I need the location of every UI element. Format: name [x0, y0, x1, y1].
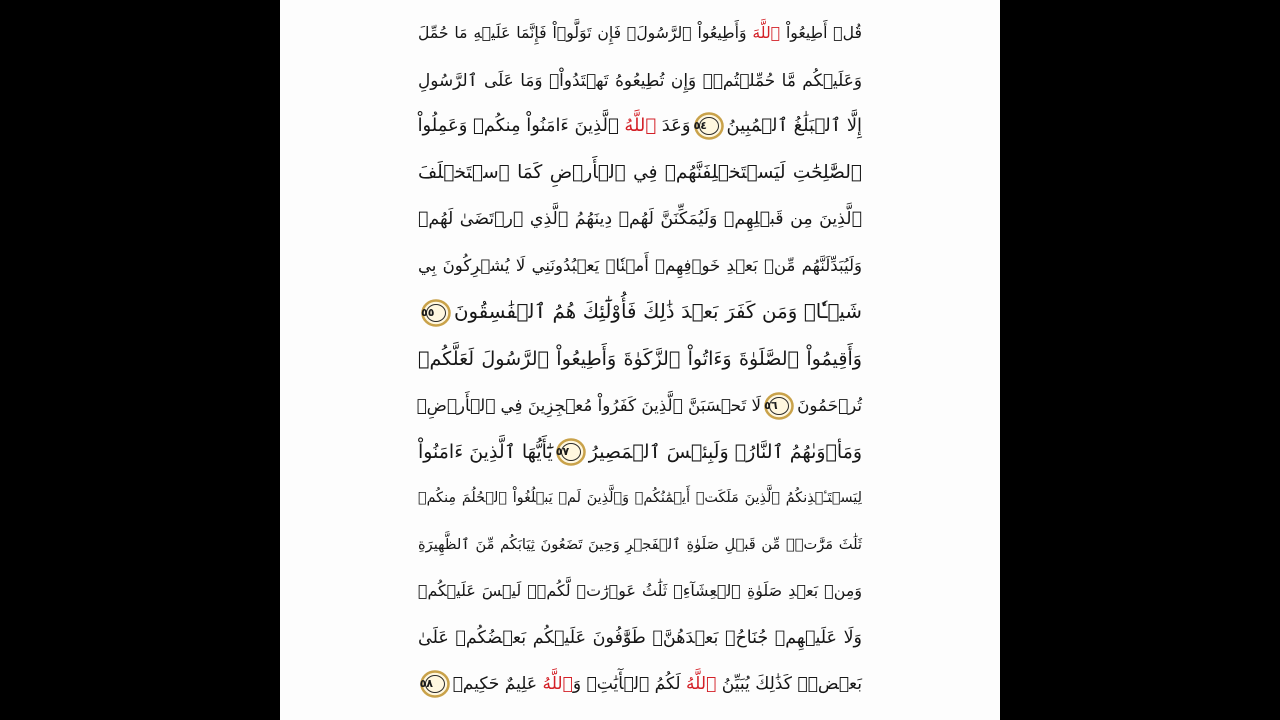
divine-name: ٱللَّهُ — [542, 674, 573, 694]
verse-line — [418, 291, 862, 333]
verse-text: إِلَّا ٱلۡبَلَٰغُ ٱلۡمُبِينُ — [726, 115, 862, 136]
verse-line — [418, 477, 862, 519]
verse-text: تُرۡحَمُونَ — [797, 395, 862, 415]
verse-line — [418, 12, 862, 54]
verse-text: بَعۡضٖۚ كَذَٰلِكَ يُبَيِّنُ — [716, 674, 862, 694]
verse-line — [418, 524, 862, 566]
verse-text: قُلۡ أَطِيعُواْ — [780, 23, 862, 42]
divine-name: ٱللَّهُ — [624, 115, 657, 136]
ayah-number-marker — [421, 299, 451, 327]
divine-name: ٱللَّهُ — [686, 674, 717, 694]
verse-line — [418, 570, 862, 612]
verse-text: عَلِيمٌ حَكِيمٞ — [452, 674, 543, 694]
mushaf-page — [280, 0, 1000, 720]
verse-line — [418, 384, 862, 426]
verse-text: وَأَطِيعُواْ ٱلرَّسُولَۖ فَإِن تَوَلَّوۡاْ فَإِنَّمَا عَلَيۡهِ مَا حُمِّلَ — [418, 23, 753, 42]
quran-text-block — [418, 0, 862, 720]
verse-text: لِيَسۡتَـٔۡذِنكُمُ ٱلَّذِينَ مَلَكَتۡ أَيۡمَٰنُكُمۡ وَٱلَّذِينَ لَمۡ يَبۡلُغُواْ ٱلۡحُلُمَ مِنكُمۡ — [418, 490, 862, 506]
verse-text: وَعَلَيۡكُم مَّا حُمِّلۡتُمۡۖ وَإِن تُطِيعُوهُ تَهۡتَدُواْۚ وَمَا عَلَى ٱلرَّسُولِ — [418, 69, 862, 90]
verse-text: يَٰٓأَيُّهَا ٱلَّذِينَ ءَامَنُواْ — [418, 440, 553, 463]
ayah-number-marker — [764, 392, 794, 420]
verse-text: وَمِنۢ بَعۡدِ صَلَوٰةِ ٱلۡعِشَآءِۚ ثَلَٰثُ عَوۡرَٰتٖ لَّكُمۡۚ لَيۡسَ عَلَيۡكُمۡ — [418, 581, 862, 600]
verse-line — [418, 198, 862, 240]
verse-text: وَلَيُبَدِّلَنَّهُم مِّنۢ بَعۡدِ خَوۡفِهِمۡ أَمۡنٗاۚ يَعۡبُدُونَنِي لَا يُشۡرِكُونَ بِي — [418, 255, 862, 275]
verse-text: وَلَا عَلَيۡهِمۡ جُنَاحُۢ بَعۡدَهُنَّۚ طَوَّٰفُونَ عَلَيۡكُم بَعۡضُكُمۡ عَلَىٰ — [418, 627, 862, 648]
verse-text: شَيۡـٔٗاۚ وَمَن كَفَرَ بَعۡدَ ذَٰلِكَ فَأُوْلَٰٓئِكَ هُمُ ٱلۡفَٰسِقُونَ — [454, 300, 862, 323]
verse-text: وَعَدَ — [656, 115, 691, 136]
ayah-number-marker — [694, 112, 724, 140]
ayah-number: ٥٥ — [421, 305, 435, 319]
verse-line — [418, 663, 862, 705]
verse-line — [418, 245, 862, 287]
verse-text: ٱلصَّٰلِحَٰتِ لَيَسۡتَخۡلِفَنَّهُمۡ فِي ٱلۡأَرۡضِ كَمَا ٱسۡتَخۡلَفَ — [418, 161, 862, 183]
ayah-number-marker — [556, 438, 586, 466]
verse-text: ثَلَٰثَ مَرَّٰتٖۚ مِّن قَبۡلِ صَلَوٰةِ ٱلۡفَجۡرِ وَحِينَ تَضَعُونَ ثِيَابَكُم مِّنَ ٱلظَّهِيرَةِ — [418, 535, 862, 553]
verse-text: ٱلَّذِينَ مِن قَبۡلِهِمۡ وَلَيُمَكِّنَنَّ لَهُمۡ دِينَهُمُ ٱلَّذِي ٱرۡتَضَىٰ لَهُمۡ — [418, 209, 862, 229]
divine-name: ٱللَّهَ — [752, 23, 781, 42]
verse-text: ٱلَّذِينَ ءَامَنُواْ مِنكُمۡ وَعَمِلُواْ — [417, 115, 625, 136]
ayah-number: ٥٦ — [764, 399, 778, 412]
ayah-number: ٥٤ — [693, 119, 707, 132]
verse-line — [418, 431, 862, 473]
verse-text: وَأَقِيمُواْ ٱلصَّلَوٰةَ وَءَاتُواْ ٱلزَّكَوٰةَ وَأَطِيعُواْ ٱلرَّسُولَ لَعَلَّكُمۡ — [418, 346, 862, 370]
verse-text: لَا تَحۡسَبَنَّ ٱلَّذِينَ كَفَرُواْ مُعۡجِزِينَ فِي ٱلۡأَرۡضِۚ — [416, 395, 762, 415]
verse-text: وَمَأۡوَىٰهُمُ ٱلنَّارُۖ وَلَبِئۡسَ ٱلۡمَصِيرُ — [588, 440, 863, 463]
ayah-number-marker — [420, 670, 450, 698]
verse-line — [418, 152, 862, 194]
verse-line — [418, 59, 862, 101]
ayah-number: ٥٧ — [555, 445, 570, 458]
verse-line — [418, 338, 862, 380]
ayah-number: ٥٨ — [419, 677, 433, 690]
verse-line — [418, 617, 862, 659]
verse-text: لَكُمُ ٱلۡأٓيَٰتِۗ وَ — [572, 674, 687, 694]
verse-line — [418, 105, 862, 147]
